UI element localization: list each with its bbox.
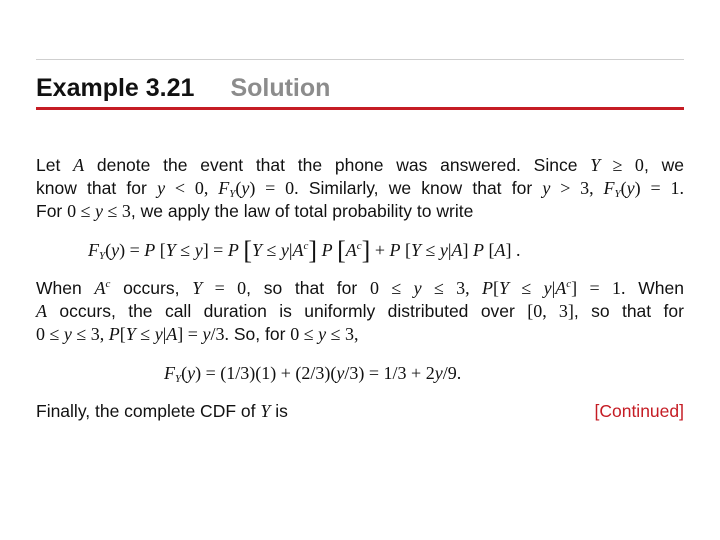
text-segment: is — [275, 401, 288, 421]
text-segment: So, for — [233, 324, 286, 344]
paragraph-2-line-3 — [36, 323, 684, 346]
slide-header — [36, 74, 330, 103]
math-inline: [0, 3] — [527, 301, 574, 321]
math-inline: y < 0, $F_Y(y) = 0$. — [157, 178, 299, 200]
slide-subtitle: Solution — [230, 74, 331, 102]
math-inline: Y = 0 — [192, 278, 247, 298]
text-segment: When — [36, 278, 82, 298]
paragraph-2-line-2 — [36, 300, 684, 323]
header-divider — [36, 107, 684, 110]
text-segment: , so that for — [246, 278, 358, 298]
text-segment: , so that for — [573, 301, 684, 321]
final-sentence — [36, 400, 288, 423]
math-inline: 0 ≤ y ≤ 3, — [290, 324, 359, 344]
text-segment: know that for — [36, 178, 147, 198]
math-inline: 0 ≤ y ≤ 3, $P[Y \le y|A^c] = 1$. — [369, 278, 626, 298]
slide-body — [36, 154, 684, 423]
equation-cdf-middle: $F_Y(y) = (1/3)(1) + (2/3)(y/3) = 1/3 + 2y/9$. — [164, 363, 462, 385]
text-segment: denote the event that the phone was answered. Since — [96, 155, 578, 175]
text-segment: , we apply the law of total probability to write — [130, 201, 474, 221]
math-inline: Y ≥ 0 — [590, 155, 644, 175]
text-segment: Similarly, we know that for — [308, 178, 533, 198]
math-inline: y > 3, $F_Y(y) = 1$. — [542, 178, 684, 200]
math-inline: A — [36, 301, 47, 321]
equation-total-probability: $F_Y(y) = P$ [Y ≤ y] = P $[Y \le y|A^c]$ P $[A^c] + P$ [Y ≤ y|A] P [A] . — [88, 236, 521, 265]
text-segment: , we — [643, 155, 684, 175]
paragraph-1-line-2 — [36, 177, 684, 200]
continued-label: [Continued] — [594, 401, 684, 421]
paragraph-2-line-1 — [36, 277, 684, 300]
text-segment: For — [36, 201, 63, 221]
paragraph-1-line-1 — [36, 154, 684, 177]
math-inline: 0 ≤ y ≤ 3, P[Y ≤ y|A] = y/3. — [36, 324, 229, 344]
text-segment: When — [638, 278, 684, 298]
text-segment: Let — [36, 155, 61, 175]
text-segment: Finally, the complete CDF of — [36, 401, 256, 421]
top-divider — [36, 59, 684, 60]
final-line — [36, 400, 684, 423]
slide-title: Example 3.21 — [36, 74, 195, 102]
math-inline: A — [73, 155, 85, 175]
math-inline: $A^c$ — [94, 278, 111, 298]
text-segment: occurs, the call duration is uniformly distributed over — [59, 301, 515, 321]
math-inline: 0 ≤ y ≤ 3 — [67, 201, 131, 221]
paragraph-1-line-3 — [36, 200, 684, 223]
math-inline: Y — [260, 401, 271, 421]
text-segment: occurs, — [123, 278, 180, 298]
